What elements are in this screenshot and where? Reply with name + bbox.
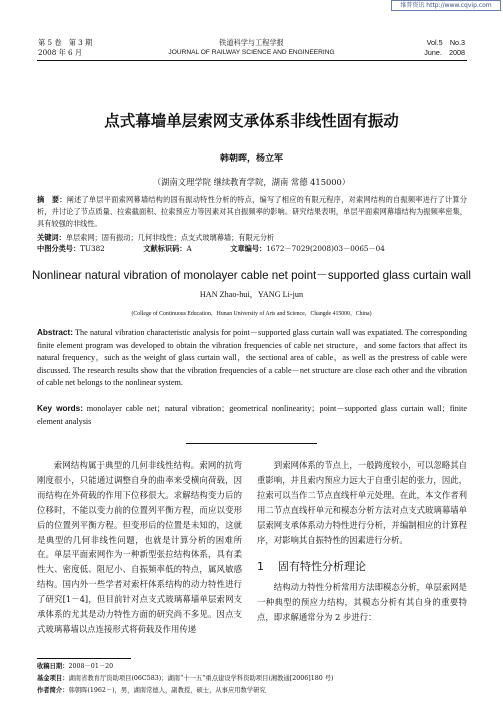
author-bio-label: 作者简介： bbox=[37, 687, 69, 694]
abstract-cn-label: 摘 要： bbox=[37, 195, 67, 204]
journal-en: JOURNAL OF RAILWAY SCIENCE AND ENGINEERING bbox=[168, 49, 335, 56]
abstract-en-text: The natural vibration characteristic analysis for point－supported glass curtain wall was expatiated. The corresponding finite element program was developed to obtain the vibration frequencies of cable net structure，and some factors that affect its natural frequency，such as the weight of glass curtain wall，the sectional area of cable，as well as the prestress of cable were discussed. The research results show that the vibration frequencies of a cable－net structure are close each other and the vibration of cable net belongs to the nonlinear system. bbox=[37, 328, 467, 387]
received-label: 收稿日期： bbox=[37, 663, 69, 670]
abstract-cn-text: 阐述了单层平面索网幕墙结构的固有振动特性分析的特点，编写了相应的有限元程序，对索网结构的自振频率进行了计算分析，并讨论了节点质量、拉索截面积、拉索预应力等因素对其自振频率的影响。研究结果表明，单层平面索网幕墙结构为振频率密集，具有较强的非线性。 bbox=[37, 195, 467, 229]
keywords-en-text: monolayer cable net；natural vibration；geometrical nonlinearity；point－supported glass curtain wall；finite element analysis bbox=[37, 404, 467, 426]
keywords-cn-text: 单层索网；固有振动；几何非线性；点支式玻璃幕墙；有限元分析 bbox=[65, 233, 275, 242]
vol-issue-cn: 第 5 卷 第 3 期 bbox=[38, 38, 93, 47]
body-paragraph: 索网结构属于典型的几何非线性结构。索网的抗弯刚度很小，只能通过调整自身的曲率来受横向荷载，因而结构在外荷载的作用下位移很大。求解结构变力后的位移时，不能以变力前的位置列平衡方程，而应以变形后的位置列平衡方程。但变形后的位置是未知的，这就是典型的几何非线性问题，也就是计算分析的困难所在。单层平面索网作为一种新型张拉结构体系，具有柔性大、密度低、阻尼小、自振频率低的特点，属风敏感结构。国内外一些学者对索杆体系结构的动力特性进行了研究[1－4]，但目前针对点支式玻璃幕墙单层索网支承体系的尤其是动力特性方面的研究尚不多见。因点支式玻璃幕墙以点连接形式将荷载及作用传递 bbox=[37, 460, 242, 634]
article-no-label: 文章编号： bbox=[230, 244, 267, 253]
header-rule bbox=[37, 60, 467, 61]
body-paragraph: 到索网体系的节点上，一般跨度较小，可以忽略其自重影响，并且索内预应力远大于自重引起的张力，因此，拉索可以当作二节点直线杆单元处理。在此，本文作者利用二节点直线杆单元和模态分析方法对点支式玻璃幕墙单层索网支承体系动力特性进行分析，并编制相应的计算程序，对影响其自振特性的因素进行分析。 bbox=[257, 460, 467, 545]
section-number: 1 bbox=[257, 560, 264, 574]
abstract-en bbox=[37, 327, 467, 390]
paper-title-en: Nonlinear natural vibration of monolayer cable net point－supported glass curtain wall bbox=[32, 269, 471, 282]
article-no-value: 1672－7029(2008)03－0065－04 bbox=[266, 244, 385, 253]
footnote-received bbox=[37, 661, 113, 673]
watermark: 维普资讯 http://www.cqvip.com bbox=[391, 0, 501, 11]
vol-issue-en: Vol.5 No.3 bbox=[426, 38, 465, 47]
paper-title-cn: 点式幕墙单层索网支承体系非线性固有振动 bbox=[104, 112, 399, 130]
affiliation-cn: （湖南文理学院 继续教育学院，湖南 常德 415000） bbox=[152, 177, 351, 187]
footnote-fund bbox=[37, 673, 333, 685]
doc-code-value: A bbox=[186, 244, 192, 253]
affiliation-en: (College of Continuous Education，Hunan University of Arts and Science，Changde 415000，China) bbox=[131, 311, 372, 317]
classification-line bbox=[37, 243, 467, 255]
authors-cn: 韩朝晖，杨立军 bbox=[219, 154, 283, 164]
doc-code-label: 文献标识码： bbox=[143, 244, 187, 253]
keywords-en bbox=[37, 403, 467, 428]
section-title: 固有特性分析理论 bbox=[278, 560, 366, 574]
abstract-en-label: Abstract: bbox=[37, 328, 73, 337]
fund-text: 湖南省教育厅资助项目(06C583)；湖南“十一五”重点建设学科资助项目(湘教通[2006]180 号) bbox=[68, 675, 334, 682]
clc-label: 中图分类号： bbox=[37, 244, 81, 253]
authors-en: HAN Zhao-hui，YANG Li-jun bbox=[199, 290, 304, 299]
keywords-en-label: Key words: bbox=[37, 404, 83, 413]
received-date: 2008－01－20 bbox=[68, 663, 114, 670]
body-left-column bbox=[37, 458, 242, 637]
body-right-column bbox=[257, 458, 467, 625]
journal-cn: 铁道科学与工程学报 bbox=[219, 38, 284, 47]
body-paragraph: 结构动力特性分析常用方法即模态分析，单层索网是一种典型的预应力结构，其模态分析有其自身的重要特点，即求解通常分为 2 步进行： bbox=[257, 582, 467, 623]
abstract-divider bbox=[186, 443, 317, 444]
date-cn: 2008 年 6 月 bbox=[38, 48, 83, 57]
section-heading bbox=[257, 560, 467, 575]
date-en: June. 2008 bbox=[424, 48, 465, 57]
abstract-cn bbox=[37, 194, 467, 231]
footnote-author bbox=[37, 685, 266, 697]
author-bio-text: 韩朝晖(1962－)，男，湖南常德人，副教授，硕士，从事应用数学研究 bbox=[68, 687, 266, 694]
clc-value: TU382 bbox=[80, 244, 105, 253]
footnote-rule bbox=[37, 658, 131, 659]
keywords-cn-label: 关键词： bbox=[37, 233, 66, 242]
fund-label: 基金项目： bbox=[37, 675, 69, 682]
